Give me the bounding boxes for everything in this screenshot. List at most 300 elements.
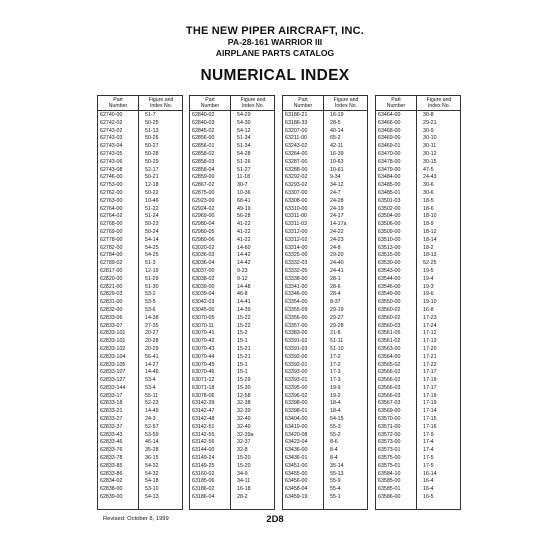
part-number: 63045-00 (192, 306, 215, 313)
part-number: 63509-00 (378, 228, 401, 235)
part-number: 63459-19 (285, 494, 308, 501)
header-line: Index No. (334, 103, 358, 109)
part-number: 62845-02 (192, 127, 215, 134)
table-row (190, 135, 274, 143)
figure-index: 8-4 (330, 447, 338, 454)
table-row (98, 221, 182, 229)
table-row (376, 151, 460, 159)
table-row (376, 377, 460, 385)
figure-index: 30-11 (423, 143, 437, 150)
table-row (376, 182, 460, 190)
table-row (376, 385, 460, 393)
header-line: Index No. (241, 103, 265, 109)
part-number: 62833-101 (100, 330, 126, 337)
part-number: 63398-01 (285, 408, 308, 415)
table-row (283, 377, 367, 385)
figure-index: 14-42 (237, 260, 251, 267)
part-number: 63293-02 (285, 182, 308, 189)
part-number: 63585-01 (378, 486, 401, 493)
figure-index: 14-39 (237, 306, 251, 313)
index-table-2 (189, 95, 275, 510)
header-line: Index No. (149, 103, 173, 109)
figure-index: 18-13 (423, 252, 437, 259)
part-number-header (98, 97, 138, 109)
figure-index: 20-27 (145, 330, 159, 337)
figure-index: 50-23 (145, 221, 159, 228)
table-row (190, 237, 274, 245)
table-row (190, 354, 274, 362)
table-row (190, 478, 274, 486)
part-number: 62859-00 (192, 174, 215, 181)
figure-index: 52-23 (145, 400, 159, 407)
part-number: 62821-00 (100, 283, 123, 290)
table-row (98, 463, 182, 471)
figure-index: 24-19 (330, 205, 344, 212)
part-number: 62763-00 (100, 197, 123, 204)
table-row (98, 455, 182, 463)
figure-index: 9-23 (237, 267, 248, 274)
figure-index: 34-9 (237, 470, 248, 477)
page-number: 2D8 (266, 514, 284, 525)
part-number: 63393-01 (285, 377, 308, 384)
part-number: 63287-00 (285, 158, 308, 165)
figure-index: 53-59 (145, 431, 159, 438)
table-row (190, 120, 274, 128)
figure-index: 24-41 (330, 267, 344, 274)
table-row (283, 221, 367, 229)
figure-index: 32-37 (237, 439, 251, 446)
part-number: 63383-00 (285, 330, 308, 337)
part-number: 63071-18 (192, 384, 215, 391)
table-row (190, 377, 274, 385)
figure-index: 54-32 (145, 462, 159, 469)
figure-index: 53-2 (145, 291, 156, 298)
part-number: 62833-18 (100, 400, 123, 407)
table-row (190, 112, 274, 120)
table-row (98, 471, 182, 479)
part-number: 62834-02 (100, 478, 123, 485)
part-number: 63565-02 (378, 361, 401, 368)
part-number: 63506-00 (378, 221, 401, 228)
figure-index-header (230, 97, 276, 109)
table-row (190, 471, 274, 479)
part-number: 62833-105 (100, 361, 126, 368)
part-number: 63566-03 (378, 392, 401, 399)
figure-index: 29-20 (330, 252, 344, 259)
figure-index: 15-20 (237, 455, 251, 462)
figure-index: 16-39 (330, 150, 344, 157)
figure-index: 52-25 (423, 260, 437, 267)
table-row (190, 424, 274, 432)
part-number: 62746-00 (100, 174, 123, 181)
part-number: 63070-46 (192, 369, 215, 376)
part-number: 63502-00 (378, 205, 401, 212)
table-row (190, 455, 274, 463)
figure-index: 55-11 (145, 392, 159, 399)
table-row (98, 252, 182, 260)
figure-index: 54-28 (237, 150, 251, 157)
header-line: Figure and (148, 97, 174, 103)
part-number: 62980-06 (192, 236, 215, 243)
table-row (376, 291, 460, 299)
figure-index: 51-26 (237, 158, 251, 165)
part-number: 62875-00 (192, 189, 215, 196)
table-row (376, 276, 460, 284)
figure-index: 54-13 (145, 494, 159, 501)
figure-index: 11-18 (237, 174, 251, 181)
figure-index: 53-10 (145, 486, 159, 493)
figure-index: 51-29 (145, 275, 159, 282)
part-number: 62858-04 (192, 166, 215, 173)
figure-index: 17-2 (330, 361, 341, 368)
figure-index: 10-46 (145, 197, 159, 204)
part-number: 63510-00 (378, 236, 401, 243)
table-row (376, 221, 460, 229)
part-number: 62980-05 (192, 228, 215, 235)
figure-index: 18-10 (423, 213, 437, 220)
table-row (283, 198, 367, 206)
table-row (190, 346, 274, 354)
part-number: 63485-00 (378, 182, 401, 189)
figure-index: 24-28 (330, 197, 344, 204)
header-line: Part (113, 97, 123, 103)
figure-index: 14-48 (237, 283, 251, 290)
index-table-4 (375, 95, 461, 510)
part-number: 62764-02 (100, 213, 123, 220)
catalog-publisher: THE NEW PIPER AIRCRAFT, INC. (185, 25, 365, 37)
figure-index: 51-3 (145, 260, 156, 267)
table-row (283, 174, 367, 182)
part-number: 63566-03 (378, 384, 401, 391)
figure-index: 51-30 (145, 283, 159, 290)
table-row (283, 143, 367, 151)
part-number: 63311-03 (285, 221, 307, 228)
part-number: 62856-01 (192, 143, 215, 150)
part-number: 62867-02 (192, 182, 215, 189)
part-number: 63569-00 (378, 408, 401, 415)
part-number: 63207-00 (285, 127, 308, 134)
table-row (376, 315, 460, 323)
figure-index: 29-21 (423, 119, 437, 126)
table-header (283, 96, 367, 111)
table-row (283, 206, 367, 214)
figure-index: 53-5 (145, 299, 156, 306)
part-number: 63420-08 (285, 431, 308, 438)
table-row (376, 471, 460, 479)
part-number: 63560-03 (378, 322, 401, 329)
table-row (283, 486, 367, 494)
figure-index: 8-37 (330, 299, 341, 306)
part-number: 63312-02 (285, 236, 308, 243)
part-number: 63211-00 (285, 135, 307, 142)
part-number: 63308-00 (285, 197, 308, 204)
part-number: 62924-02 (192, 205, 215, 212)
figure-index: 55-13 (330, 470, 344, 477)
part-number: 63310-00 (285, 205, 308, 212)
part-number: 63468-00 (378, 127, 401, 134)
part-number: 62778-00 (100, 236, 123, 243)
figure-index: 34-11 (237, 478, 251, 485)
table-row (98, 151, 182, 159)
header-line: Number (200, 103, 220, 109)
figure-index: 30-6 (423, 182, 434, 189)
part-number: 63530-00 (378, 260, 401, 267)
table-row (283, 182, 367, 190)
part-number: 63560-02 (378, 306, 401, 313)
table-row (283, 167, 367, 175)
part-number: 63393-00 (285, 369, 308, 376)
table-row (283, 213, 367, 221)
part-number: 62782-00 (100, 244, 123, 251)
table-row (98, 323, 182, 331)
figure-index: 46-14 (145, 439, 159, 446)
part-number: 63185-06 (192, 478, 215, 485)
table-row (98, 229, 182, 237)
part-number: 63392-01 (285, 361, 308, 368)
part-number: 63311-00 (285, 213, 307, 220)
figure-index: 15-1 (237, 338, 248, 345)
table-row (190, 143, 274, 151)
table-row (283, 120, 367, 128)
figure-index: 32-40 (237, 416, 251, 423)
table-row (376, 463, 460, 471)
table-row (376, 416, 460, 424)
part-number: 63142-51 (192, 423, 215, 430)
figure-index: 24-40 (330, 260, 344, 267)
part-number: 63142-39 (192, 400, 215, 407)
part-number: 62923-00 (192, 197, 215, 204)
revision-date: Revised: October 8, 1999 (103, 516, 169, 522)
table-row (283, 447, 367, 455)
table-row (98, 245, 182, 253)
part-number: 63392-00 (285, 353, 308, 360)
part-number-header (376, 97, 416, 109)
figure-index: 41-22 (237, 221, 251, 228)
part-number: 63478-00 (378, 158, 401, 165)
table-row (190, 291, 274, 299)
table-row (98, 128, 182, 136)
part-number: 63560-02 (378, 314, 401, 321)
part-number: 63469-00 (378, 135, 401, 142)
part-number: 62833-21 (100, 408, 123, 415)
figure-index: 15-29 (237, 377, 251, 384)
part-number: 63513-00 (378, 244, 401, 251)
table-row (283, 268, 367, 276)
figure-index: 17-20 (423, 345, 437, 352)
figure-index: 52-17 (145, 166, 159, 173)
figure-index: 19-4 (423, 275, 434, 282)
figure-index: 18-5 (423, 197, 434, 204)
table-row (376, 112, 460, 120)
table-row (376, 478, 460, 486)
figure-index: 54-18 (145, 478, 159, 485)
table-row (376, 143, 460, 151)
figure-index: 29-28 (330, 322, 344, 329)
table-row (98, 260, 182, 268)
figure-index: 24-7 (330, 189, 341, 196)
part-number: 62817-00 (100, 267, 123, 274)
figure-index: 46-8 (237, 291, 248, 298)
figure-index: 51-27 (237, 166, 251, 173)
part-number-header (283, 97, 323, 109)
figure-index: 65-2 (330, 135, 341, 142)
table-row (283, 416, 367, 424)
table-row (98, 120, 182, 128)
part-number: 63312-00 (285, 228, 308, 235)
figure-index: 20-28 (145, 338, 159, 345)
figure-index: 55-3 (330, 423, 341, 430)
part-number: 63546-00 (378, 283, 401, 290)
catalog-type: AIRPLANE PARTS CATALOG (215, 48, 335, 58)
table-row (98, 190, 182, 198)
table-row (190, 213, 274, 221)
figure-index: 8-4 (330, 455, 338, 462)
index-table-1 (97, 95, 183, 510)
figure-index: 17-14 (423, 408, 437, 415)
table-row (283, 408, 367, 416)
table-row (98, 299, 182, 307)
figure-index: 14-49 (145, 408, 159, 415)
figure-index: 54-14 (145, 236, 159, 243)
figure-index: 24-17 (330, 213, 344, 220)
part-number: 62833-101 (100, 338, 126, 345)
table-row (376, 424, 460, 432)
table-row (283, 252, 367, 260)
part-number: 62833-76 (100, 447, 123, 454)
part-number: 62753-00 (100, 182, 123, 189)
part-number: 63575-01 (378, 462, 401, 469)
figure-index: 9-12 (237, 275, 248, 282)
part-number: 62833-06 (100, 314, 123, 321)
figure-index: 54-29 (237, 112, 251, 118)
table-row (98, 362, 182, 370)
part-number: 63501-03 (378, 197, 401, 204)
part-number: 63346-00 (285, 291, 308, 298)
table-row (190, 151, 274, 159)
part-number: 63566-02 (378, 369, 401, 376)
table-row (98, 291, 182, 299)
table-row (190, 206, 274, 214)
table-row (376, 268, 460, 276)
table-row (376, 135, 460, 143)
figure-index: 18-9 (423, 221, 434, 228)
figure-index: 41-22 (237, 236, 251, 243)
part-number: 62833-104 (100, 353, 126, 360)
part-number: 62833-43 (100, 431, 123, 438)
part-number: 62833-127 (100, 377, 126, 384)
table-row (283, 455, 367, 463)
figure-index: 12-18 (145, 182, 159, 189)
part-number: 63071-12 (192, 377, 215, 384)
table-row (190, 315, 274, 323)
figure-index: 19-10 (423, 299, 437, 306)
figure-index: 19-2 (330, 392, 341, 399)
part-number: 63070-43 (192, 345, 215, 352)
part-number: 63042-03 (192, 299, 215, 306)
table-row (376, 174, 460, 182)
part-number: 63575-00 (378, 455, 401, 462)
figure-index: 34-12 (330, 182, 344, 189)
figure-index: 68-41 (237, 197, 251, 204)
figure-index: 24-22 (330, 228, 344, 235)
table-row (190, 323, 274, 331)
table-row (283, 494, 367, 502)
figure-index: 50-27 (145, 143, 159, 150)
table-row (283, 284, 367, 292)
header-line: Number (386, 103, 406, 109)
figure-index: 50-28 (145, 150, 159, 157)
table-body (98, 112, 182, 502)
table-row (98, 432, 182, 440)
figure-index: 30-15 (423, 158, 437, 165)
part-number: 63149-24 (192, 455, 215, 462)
figure-index: 20-29 (145, 345, 159, 352)
table-row (283, 323, 367, 331)
table-row (190, 128, 274, 136)
figure-index: 19-6 (423, 291, 434, 298)
figure-index: 32-8 (237, 447, 248, 454)
part-number: 63356-00 (285, 314, 308, 321)
figure-index: 28-1 (330, 275, 341, 282)
figure-index: 30-7 (237, 182, 248, 189)
part-number: 63572-00 (378, 431, 401, 438)
part-number: 63543-00 (378, 267, 401, 274)
figure-index: 36-15 (145, 455, 159, 462)
part-number: 63264-00 (285, 150, 308, 157)
table-row (376, 486, 460, 494)
table-row (190, 330, 274, 338)
part-number: 63470-00 (378, 150, 401, 157)
figure-index: 49-19 (237, 205, 251, 212)
header-line: Figure and (426, 97, 452, 103)
part-number: 63396-02 (285, 392, 308, 399)
part-number: 62743-04 (100, 143, 123, 150)
table-row (98, 416, 182, 424)
part-number: 63484-00 (378, 174, 401, 181)
figure-index: 14-17a (330, 221, 347, 228)
table-row (190, 432, 274, 440)
figure-index: 16-18 (237, 486, 251, 493)
table-row (376, 393, 460, 401)
header-line: Part (391, 97, 401, 103)
table-row (98, 447, 182, 455)
figure-index: 17-2 (330, 353, 341, 360)
figure-index: 51-10 (330, 345, 344, 352)
table-row (98, 284, 182, 292)
part-number: 62743-03 (100, 135, 123, 142)
part-number: 62833-27 (100, 416, 123, 423)
figure-index: 14-46 (145, 369, 159, 376)
table-row (98, 354, 182, 362)
figure-index: 15-22 (237, 322, 251, 329)
figure-index: 14-60 (237, 244, 251, 251)
part-number: 63355-09 (285, 306, 308, 313)
table-row (376, 167, 460, 175)
part-number: 63341-00 (285, 283, 308, 290)
figure-index-header (416, 97, 462, 109)
figure-index: 14-42 (237, 252, 251, 259)
figure-index: 52-57 (145, 423, 159, 430)
figure-index: 18-12 (423, 228, 437, 235)
figure-index: 51-24 (145, 213, 159, 220)
table-row (98, 174, 182, 182)
figure-index: 14-41 (237, 299, 251, 306)
part-number: 62858-03 (192, 158, 215, 165)
table-row (98, 486, 182, 494)
table-row (98, 346, 182, 354)
part-number: 63391-02 (285, 338, 308, 345)
part-number: 62768-00 (100, 221, 123, 228)
